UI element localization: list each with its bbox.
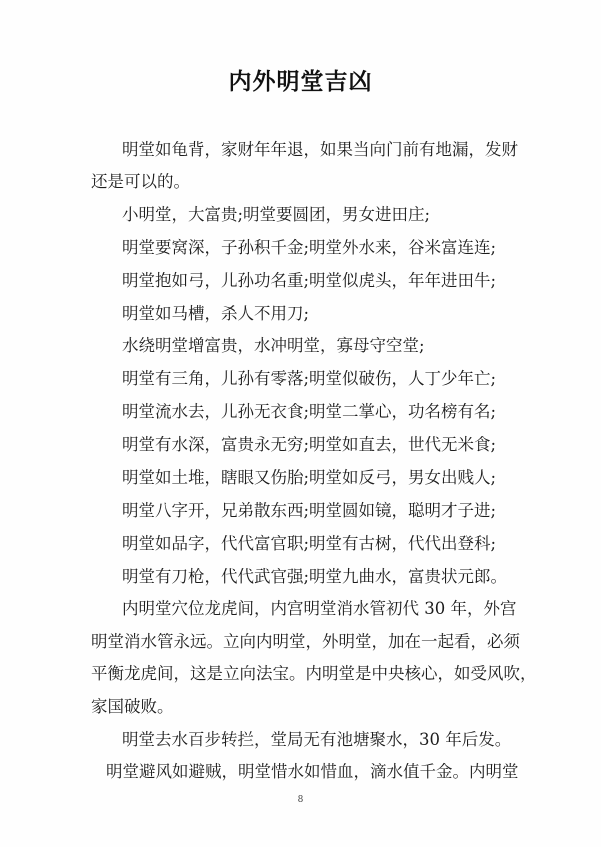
text-line: 明堂有三角，儿孙有零落;明堂似破伤，人丁少年亡;	[122, 369, 497, 388]
text-line: 家国破败。	[91, 697, 174, 716]
text-line: 明堂抱如弓，儿孙功名重;明堂似虎头，年年进田牛;	[122, 271, 497, 290]
text-line: 明堂有刀枪，代代武官强;明堂九曲水，富贵状元郎。	[122, 567, 508, 586]
text-line: 明堂如土堆，瞎眼又伤胎;明堂如反弓，男女出贱人;	[122, 468, 497, 487]
page-number: 8	[297, 795, 304, 805]
text-line: 明堂如马槽，杀人不用刀;	[122, 304, 310, 323]
text-line: 还是可以的。	[91, 172, 190, 191]
text-line: 小明堂，大富贵;明堂要圆团，男女进田庄;	[122, 205, 431, 224]
page-title: 内外明堂吉凶	[228, 69, 373, 95]
text-line: 明堂去水百步转拦，堂局无有池塘聚水，30 年后发。	[122, 730, 512, 749]
text-line: 明堂消水管永远。立向内明堂，外明堂，加在一起看，必须	[91, 632, 520, 651]
text-line: 内明堂穴位龙虎间，内宫明堂消水管初代 30 年，外宫	[122, 599, 517, 618]
text-line: 明堂流水去，儿孙无衣食;明堂二掌心，功名榜有名;	[122, 402, 497, 421]
text-line: 明堂要窝深，子孙积千金;明堂外水来，谷米富连连;	[122, 238, 497, 257]
text-line: 明堂如龟背，家财年年退，如果当向门前有地漏，发财	[122, 140, 518, 159]
text-line: 明堂如品字，代代富官职;明堂有古树，代代出登科;	[122, 534, 497, 553]
text-line: 明堂八字开，兄弟散东西;明堂圆如镜，聪明才子进;	[122, 501, 497, 520]
text-line: 平衡龙虎间，这是立向法宝。内明堂是中央核心，如受风吹，	[91, 664, 537, 683]
text-line: 明堂避风如避贼，明堂惜水如惜血，滴水值千金。内明堂	[106, 762, 519, 781]
text-line: 水绕明堂增富贵，水冲明堂，寡母守空堂;	[122, 336, 425, 355]
text-line: 明堂有水深，富贵永无穷;明堂如直去，世代无米食;	[122, 435, 497, 454]
